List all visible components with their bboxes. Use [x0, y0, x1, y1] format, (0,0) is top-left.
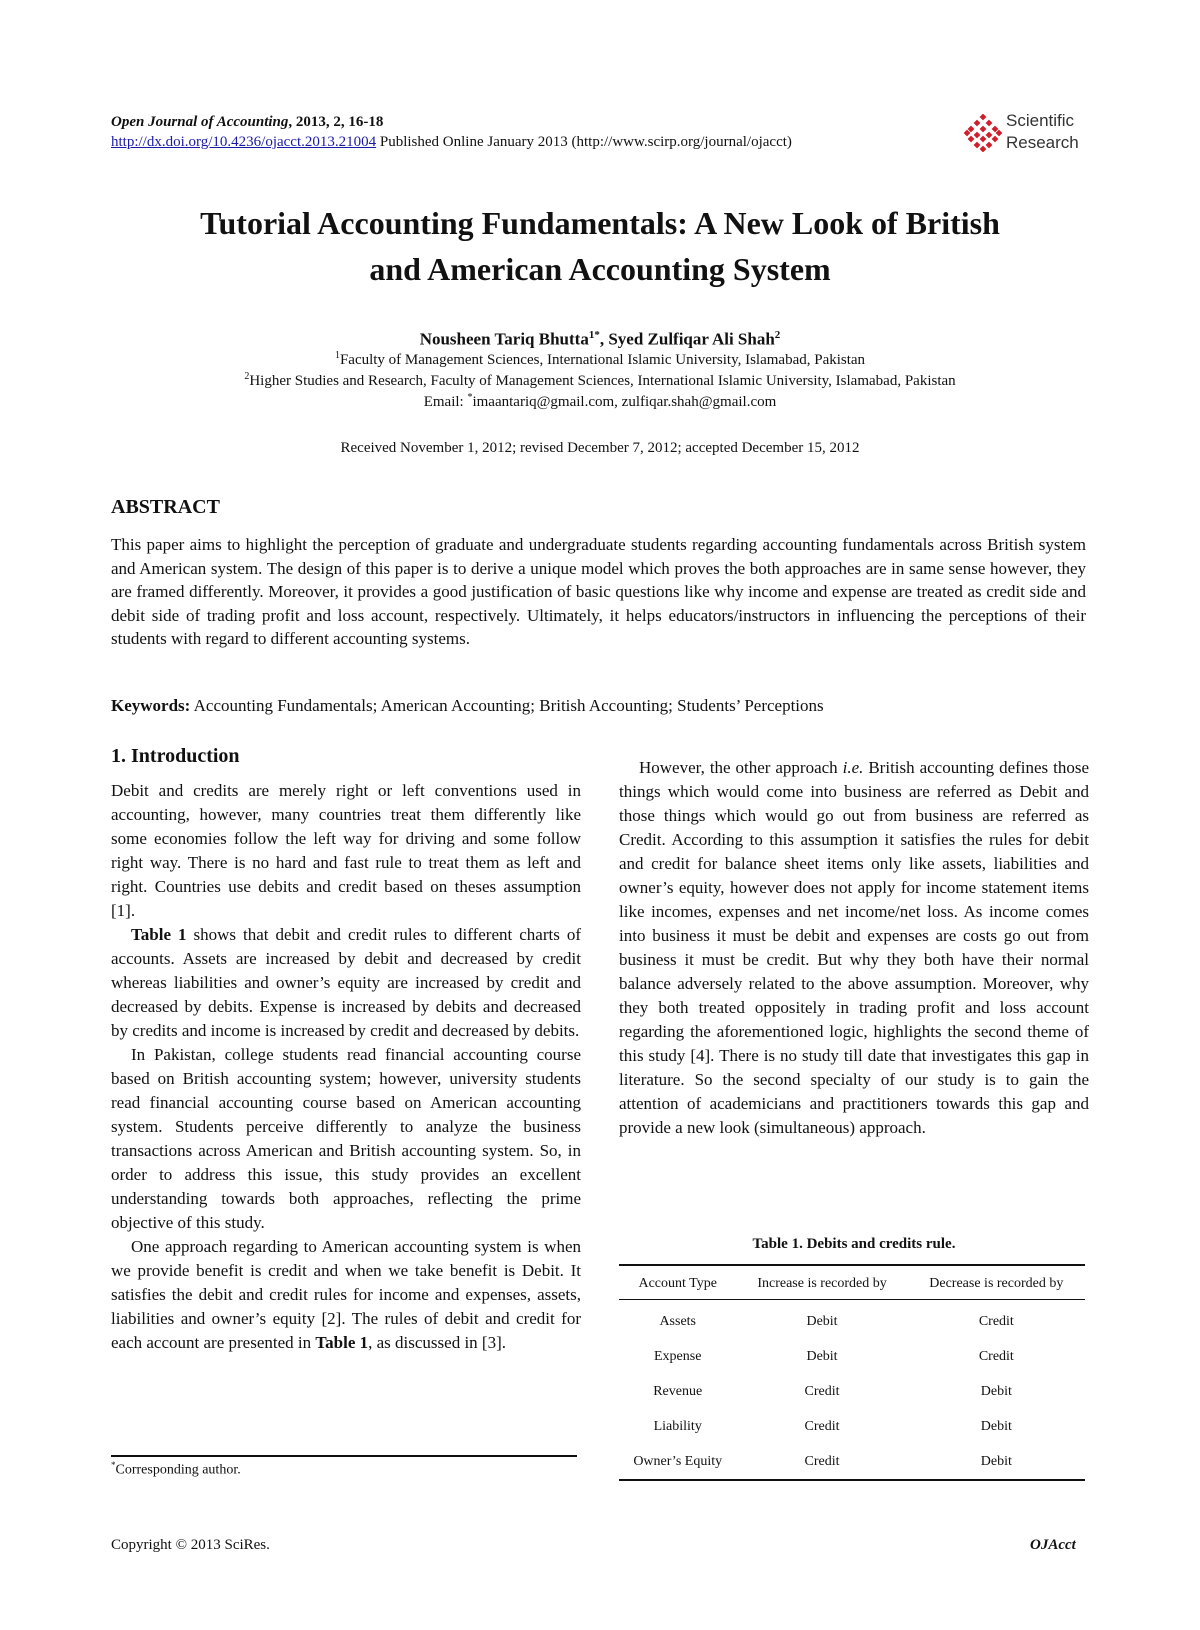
table-cell: Debit	[980, 1418, 1012, 1434]
intro-paragraph-4-end: , as discussed in [3].	[368, 1333, 506, 1352]
debit-credit-table	[619, 1264, 1085, 1481]
logo-dot	[986, 120, 993, 127]
abstract-text: This paper aims to highlight the perception of graduate and undergraduate students regarding accounting fundamentals across British system and American system. The design of this paper is to derive a unique model which proves the both approaches are in same sense however, they are framed differently. Moreover, it provides a good justification of basic questions like why income and expense are treated as credit side and debit side of trading profit and loss account, respectively. Ultimately, it helps educators/instructors in influencing the perceptions of their students with regard to different accounting systems.	[111, 535, 1086, 648]
table-cell: Debit	[980, 1383, 1012, 1399]
intro-paragraph-5-start: However, the other approach	[639, 758, 843, 777]
table-cell: Liability	[653, 1418, 702, 1434]
table-cell: Credit	[804, 1383, 840, 1399]
journal-citation	[111, 114, 383, 131]
table-cell: Expense	[654, 1348, 702, 1364]
keywords	[111, 696, 824, 716]
published-online: Published Online January 2013 (http://www.scirp.org/journal/ojacct)	[376, 134, 792, 150]
intro-paragraph-1: Debit and credits are merely right or left conventions used in accounting, however, many countries treat them differently like some economies follow the left way for driving and some follow right way. There is no hard and fast rule to treat them as left and right. Countries use debits and credit based on theses assumption [1].	[111, 781, 581, 920]
copyright: Copyright © 2013 SciRes.	[111, 1537, 270, 1553]
intro-paragraph-3: In Pakistan, college students read financial accounting course based on British accounting system; however, university students read financial accounting course based on American accounting system. Students perceive differently to analyze the business transactions across American and British accounting system. So, in order to address this issue, this study provides an excellent understanding towards both approaches, reflecting the prime objective of this study.	[111, 1045, 581, 1232]
affiliation-2-sup: 2	[244, 371, 250, 382]
intro-paragraph-5-text: British accounting defines those things which would come into business are referred as Debit and those things which would go out from business are referred as Credit. According to this assumption it satisfies the rules for debit and credit for balance sheet items only like assets, liabilities and owner’s equity, however does not apply for income statement items like incomes, expenses and net income/net loss. As income comes into business it must be debit and expenses are costs go out from business it must be credit. But why they both have their normal balance adversely related to the above assumption. Moreover, why they both treated oppositely in trading profit and loss account regarding the aforementioned logic, highlights the second theme of this study [4]. There is no study till date that investigates this gap in literature. So the second specialty of our study is to gain the attention of academicians and practitioners towards this gap and provide a new look (simultaneous) approach.	[619, 758, 1089, 1137]
author-1-sup: 1*	[588, 329, 600, 341]
table-cell: Credit	[804, 1418, 840, 1434]
journal-name: Open Journal of Accounting	[111, 114, 289, 130]
author-1: Nousheen Tariq Bhutta	[419, 329, 589, 349]
table-cell: Debit	[806, 1313, 838, 1329]
author-2-sup: 2	[774, 329, 781, 341]
intro-paragraph-4	[111, 1235, 581, 1355]
section-heading-introduction: 1. Introduction	[111, 745, 240, 767]
table-caption: Table 1. Debits and credits rule.	[752, 1236, 956, 1252]
table-cell: Owner’s Equity	[619, 1444, 736, 1480]
paper-title	[100, 200, 1100, 292]
footnote-sup: *	[111, 1460, 116, 1470]
logo-text	[1006, 110, 1079, 154]
table-cell: Credit	[736, 1444, 907, 1480]
table-cell: Revenue	[653, 1383, 703, 1399]
email-addresses[interactable]: imaantariq@gmail.com, zulfiqar.shah@gmail.com	[472, 394, 777, 410]
intro-paragraph-4-text: One approach regarding to American accounting system is when we provide benefit is credit and when we take benefit is Debit. It satisfies the debit and credit rules for income and expenses, assets, liabilities and owner’s equity [2]. The rules of debit and credit for each account are presented in	[111, 1237, 581, 1352]
logo-dot	[980, 126, 987, 133]
logo-dot	[980, 136, 987, 143]
affiliation-2-text: Higher Studies and Research, Faculty of Management Sciences, International Islamic University, Islamabad, Pakistan	[249, 373, 956, 389]
email-label: Email:	[423, 394, 468, 410]
table-ref[interactable]: Table 1	[315, 1333, 369, 1352]
logo-line-1: Scientific	[1006, 111, 1075, 130]
doi-link[interactable]: http://dx.doi.org/10.4236/ojacct.2013.21004	[111, 134, 377, 150]
table-cell: Credit	[978, 1313, 1014, 1329]
logo-dot	[986, 132, 993, 139]
affiliation-1	[100, 350, 1100, 369]
right-column	[619, 756, 1089, 1140]
table-header-row	[619, 1265, 1085, 1300]
logo-dot	[974, 132, 981, 139]
table-ref[interactable]: Table 1	[131, 925, 187, 944]
publisher-logo	[964, 110, 1094, 156]
title-line-2: and American Accounting System	[369, 251, 831, 287]
received-dates: Received November 1, 2012; revised December 7, 2012; accepted December 15, 2012	[340, 440, 860, 456]
logo-dot	[986, 142, 993, 149]
logo-dot	[974, 142, 981, 149]
logo-dot	[974, 120, 981, 127]
logo-line-2: Research	[1006, 133, 1079, 152]
table-header-cell: Decrease is recorded by	[908, 1265, 1085, 1300]
footnote-text: Corresponding author.	[115, 1462, 241, 1478]
logo-dot	[968, 136, 975, 143]
table-row	[619, 1339, 1085, 1374]
table-row	[619, 1300, 1085, 1340]
footnote-divider	[111, 1455, 577, 1457]
intro-paragraph-2	[111, 923, 581, 1043]
ie-abbrev: i.e.	[842, 758, 864, 777]
table-cell: Assets	[659, 1313, 696, 1329]
affiliation-1-sup: 1	[334, 350, 340, 361]
left-column	[111, 779, 581, 1355]
intro-paragraph-5	[619, 756, 1089, 1140]
keywords-list: Accounting Fundamentals; American Accounting; British Accounting; Students’ Perceptions	[190, 696, 824, 715]
doi-line	[111, 134, 792, 151]
table-row	[619, 1409, 1085, 1444]
table-header-cell: Account Type	[619, 1265, 736, 1300]
logo-dot	[980, 114, 987, 120]
table-cell: Debit	[908, 1444, 1085, 1480]
abstract-heading: ABSTRACT	[111, 496, 220, 518]
journal-volume: , 2013, 2, 16-18	[288, 114, 384, 130]
author-separator: ,	[599, 329, 609, 349]
intro-paragraph-2-text: shows that debit and credit rules to different charts of accounts. Assets are increased by debit and decreased by credit whereas liabilities and owner’s equity are increased by credit and decreased by debits. Expense is increased by debits and decreased by credits and income is increased by credit and decreased by debits.	[111, 925, 581, 1040]
keywords-label: Keywords:	[111, 696, 191, 715]
logo-dot	[992, 136, 999, 143]
journal-abbreviation: OJAcct	[1030, 1537, 1076, 1553]
table-cell: Debit	[806, 1348, 838, 1364]
table-header-cell: Increase is recorded by	[736, 1265, 907, 1300]
logo-dot	[980, 146, 987, 152]
title-line-1: Tutorial Accounting Fundamentals: A New Look of British	[200, 205, 1000, 241]
author-2: Syed Zulfiqar Ali Shah	[608, 329, 775, 349]
scientific-research-logo-icon	[964, 114, 1002, 152]
affiliation-2	[100, 371, 1100, 390]
table-cell: Credit	[978, 1348, 1014, 1364]
author-list	[100, 329, 1100, 350]
table-row	[619, 1444, 1085, 1480]
email-line	[100, 392, 1100, 411]
affiliation-1-text: Faculty of Management Sciences, International Islamic University, Islamabad, Pakistan	[339, 352, 866, 368]
table-row	[619, 1374, 1085, 1409]
email-sup: *	[467, 392, 473, 403]
footnote	[111, 1460, 241, 1479]
